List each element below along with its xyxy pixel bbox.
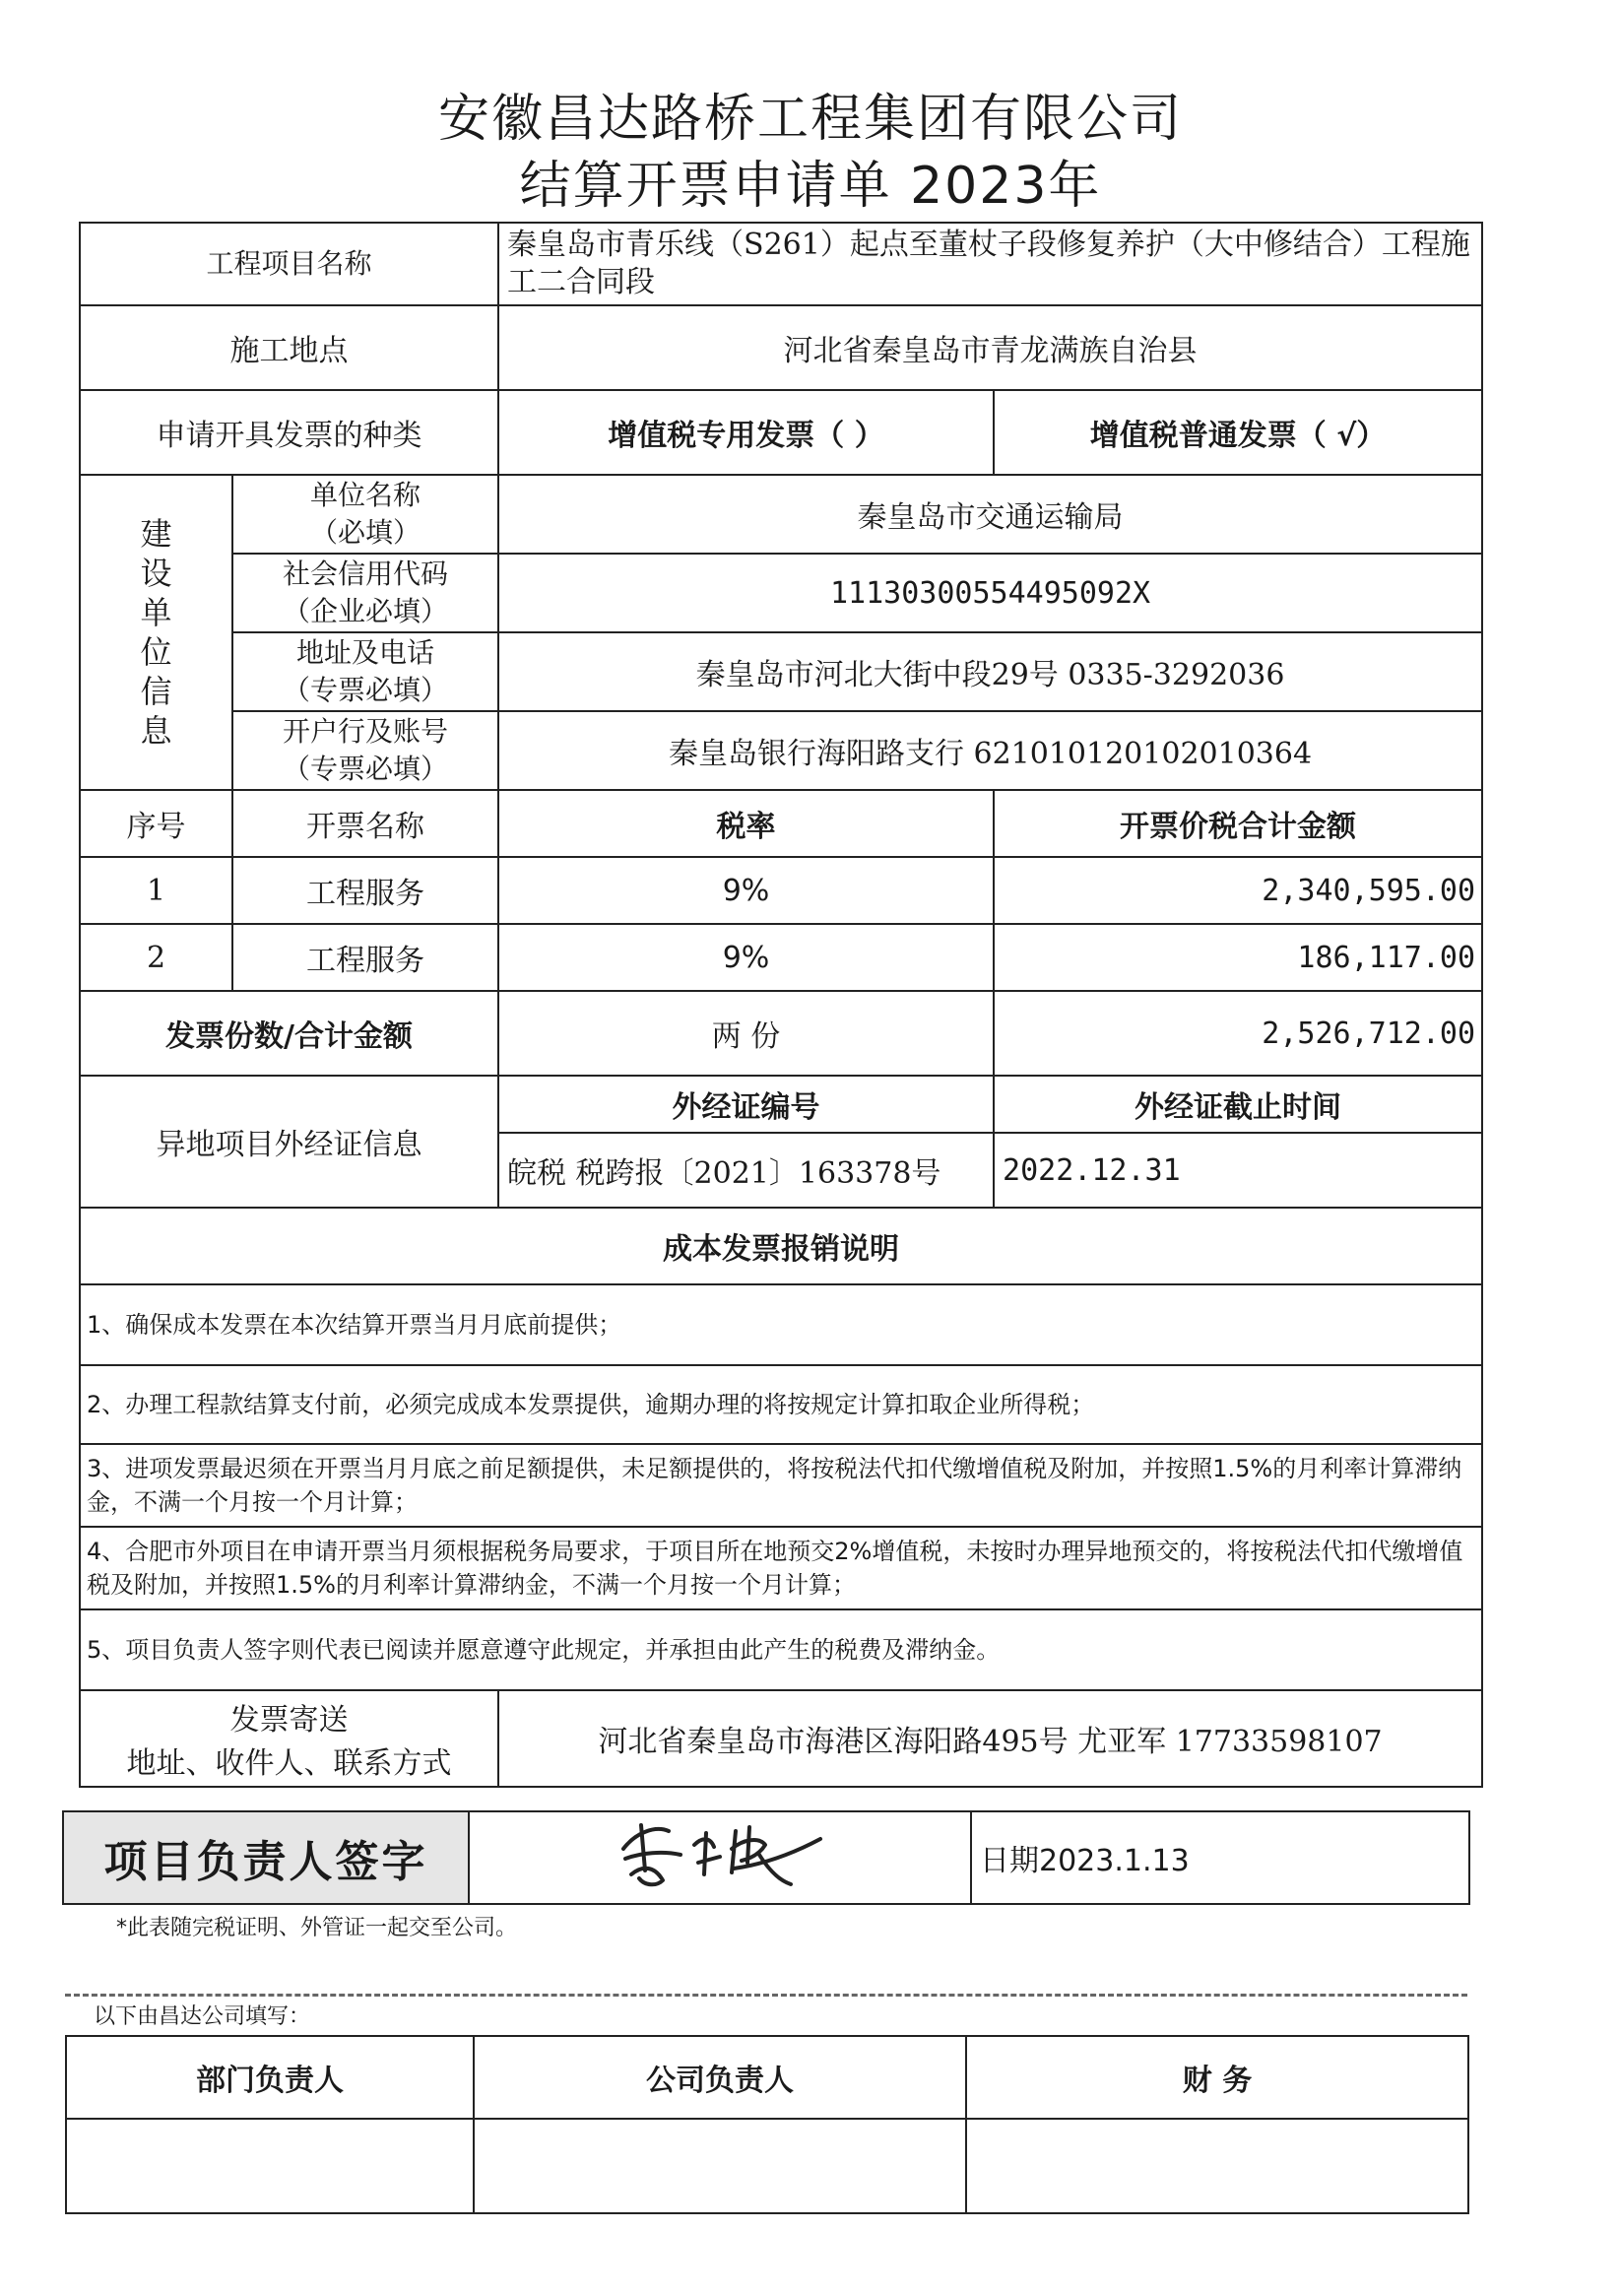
delivery-label	[80, 1690, 498, 1787]
footnote: *此表随完税证明、外管证一起交至公司。	[116, 1916, 518, 1940]
signature-label: 项目负责人签字	[63, 1811, 469, 1904]
item-rate: 9%	[498, 924, 994, 991]
client-label-name-note: （必填）	[310, 516, 421, 549]
company-title: 安徽昌达路桥工程集团有限公司	[437, 90, 1183, 149]
header-name: 开票名称	[232, 790, 498, 857]
dept-head-sign-field[interactable]	[66, 2119, 474, 2213]
permit-no-value: 皖税 税跨报〔2021〕163378号	[498, 1133, 994, 1208]
company-head-sign-field[interactable]	[474, 2119, 966, 2213]
permit-label: 异地项目外经证信息	[80, 1076, 498, 1208]
finance-header: 财 务	[966, 2036, 1468, 2119]
total-amount: 2,526,712.00	[994, 991, 1482, 1076]
client-label-name-text: 单位名称	[310, 479, 421, 511]
location-label: 施工地点	[80, 305, 498, 390]
project-name-label: 工程项目名称	[80, 223, 498, 305]
client-label-bank-text: 开户行及账号	[283, 715, 449, 748]
form-title: 结算开票申请单 2023年	[519, 157, 1102, 216]
client-name-value: 秦皇岛市交通运输局	[498, 475, 1482, 554]
application-table	[79, 222, 1483, 1788]
header-no: 序号	[80, 790, 232, 857]
internal-approval-table	[65, 2035, 1469, 2214]
client-group-text: 建设单位信息	[140, 515, 172, 750]
finance-sign-field[interactable]	[966, 2119, 1468, 2213]
signature-table	[62, 1810, 1470, 1905]
total-label: 发票份数/合计金额	[80, 991, 498, 1076]
client-bank-value: 秦皇岛银行海阳路支行 621010120102010364	[498, 711, 1482, 790]
delivery-value: 河北省秦皇岛市海港区海阳路495号 尤亚军 17733598107	[498, 1690, 1482, 1787]
handwritten-signature-icon	[612, 1815, 828, 1892]
client-label-bank	[232, 711, 498, 790]
client-address-value: 秦皇岛市河北大街中段29号 0335-3292036	[498, 632, 1482, 711]
item-amount: 2,340,595.00	[994, 857, 1482, 924]
item-name: 工程服务	[232, 857, 498, 924]
note-item-1: 1、确保成本发票在本次结算开票当月月底前提供；	[80, 1284, 1482, 1365]
permit-no-header: 外经证编号	[498, 1076, 994, 1133]
invoice-type-special: 增值税专用发票（ ）	[498, 390, 994, 475]
signature-date: 日期2023.1.13	[971, 1811, 1469, 1904]
dashed-divider	[65, 1994, 1467, 1997]
client-group-label	[80, 475, 232, 790]
dept-head-header: 部门负责人	[66, 2036, 474, 2119]
client-label-name	[232, 475, 498, 554]
client-label-bank-note: （专票必填）	[283, 753, 449, 785]
delivery-label-line1: 发票寄送	[229, 1703, 349, 1738]
item-amount: 186,117.00	[994, 924, 1482, 991]
signature-area	[469, 1811, 971, 1904]
notes-title: 成本发票报销说明	[80, 1208, 1482, 1284]
internal-note: 以下由昌达公司填写：	[94, 2004, 311, 2029]
note-item-5: 5、项目负责人签字则代表已阅读并愿意遵守此规定，并承担由此产生的税费及滞纳金。	[80, 1609, 1482, 1690]
client-label-address-text: 地址及电话	[296, 636, 435, 669]
client-label-address	[232, 632, 498, 711]
note-item-2: 2、办理工程款结算支付前，必须完成成本发票提供，逾期办理的将按规定计算扣取企业所得税；	[80, 1365, 1482, 1444]
company-head-header: 公司负责人	[474, 2036, 966, 2119]
permit-deadline-header: 外经证截止时间	[994, 1076, 1482, 1133]
invoice-type-label: 申请开具发票的种类	[80, 390, 498, 475]
item-name: 工程服务	[232, 924, 498, 991]
header-rate: 税率	[498, 790, 994, 857]
table-row	[80, 857, 1482, 924]
client-label-credit-text: 社会信用代码	[283, 558, 449, 590]
project-name-value: 秦皇岛市青乐线（S261）起点至董杖子段修复养护（大中修结合）工程施工二合同段	[498, 223, 1482, 305]
header-amount: 开票价税合计金额	[994, 790, 1482, 857]
item-no: 1	[80, 857, 232, 924]
client-label-credit	[232, 554, 498, 632]
note-item-3: 3、进项发票最迟须在开票当月月底之前足额提供，未足额提供的，将按税法代扣代缴增值税及附加，并按照1.5%的月利率计算滞纳金，不满一个月按一个月计算；	[80, 1444, 1482, 1527]
location-value: 河北省秦皇岛市青龙满族自治县	[498, 305, 1482, 390]
total-copies: 两 份	[498, 991, 994, 1076]
item-no: 2	[80, 924, 232, 991]
delivery-label-line2: 地址、收件人、联系方式	[126, 1746, 452, 1781]
client-label-address-note: （专票必填）	[283, 674, 449, 706]
invoice-type-ordinary: 增值税普通发票（ √）	[994, 390, 1482, 475]
client-credit-value: 11130300554495092X	[498, 554, 1482, 632]
item-rate: 9%	[498, 857, 994, 924]
client-label-credit-note: （企业必填）	[283, 595, 449, 627]
table-row	[80, 924, 1482, 991]
permit-deadline-value: 2022.12.31	[994, 1133, 1482, 1208]
note-item-4: 4、合肥市外项目在申请开票当月须根据税务局要求，于项目所在地预交2%增值税，未按时办理异地预交的，将按税法代扣代缴增值税及附加，并按照1.5%的月利率计算滞纳金，不满一个月按一个月计算；	[80, 1527, 1482, 1609]
